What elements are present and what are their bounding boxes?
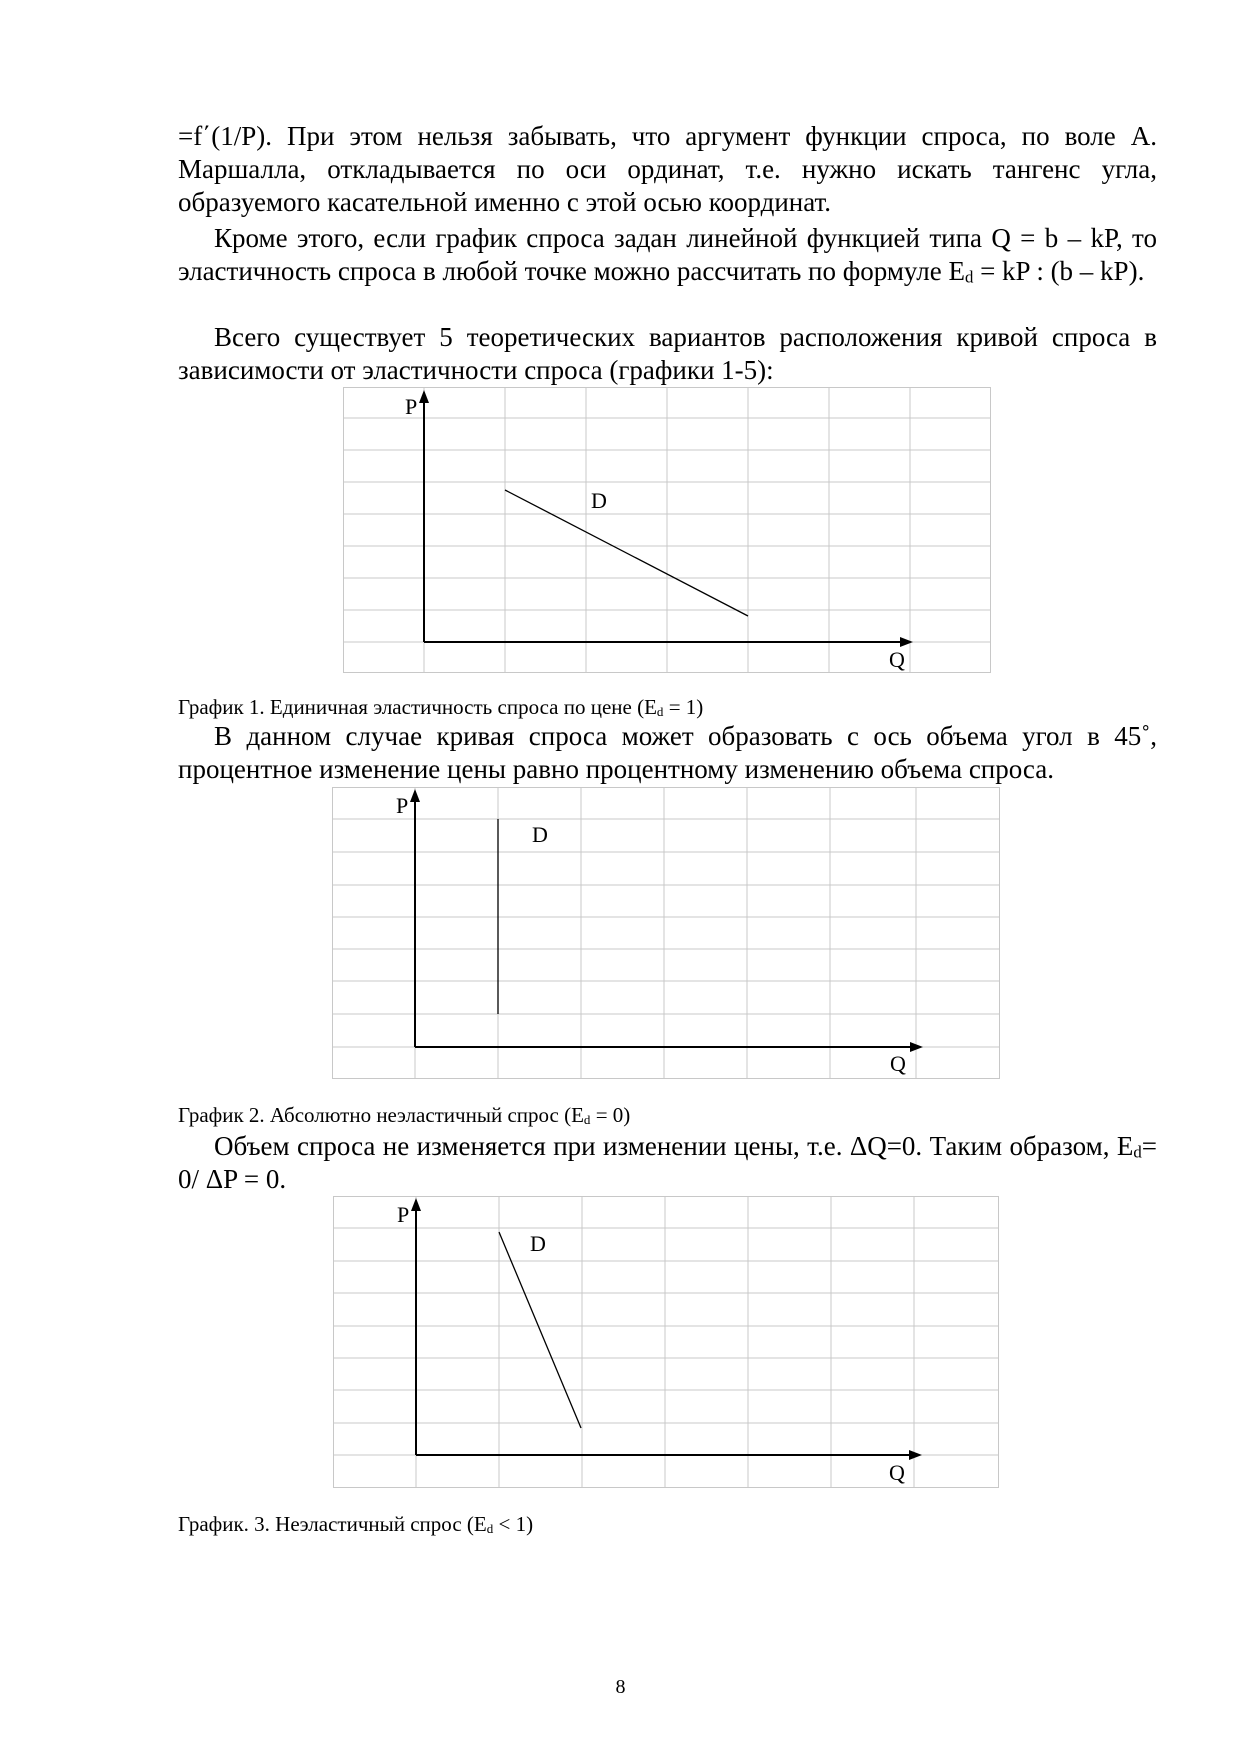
- page-number: 8: [615, 1676, 626, 1698]
- graph-2-svg: [332, 787, 1000, 1079]
- graph-1-label-q: Q: [889, 647, 905, 672]
- graph-3-caption-sub: d: [486, 1520, 494, 1536]
- paragraph-4-text: В данном случае кривая спроса может образовать с ось объема угол в 45˚, процентное изменение цены равно процентному изменению объема спроса.: [178, 721, 1157, 784]
- graph-3-label-d: D: [530, 1231, 546, 1256]
- graph-2-caption-a: График 2. Абсолютно неэластичный спрос (E: [178, 1103, 584, 1127]
- graph-1-caption-a: График 1. Единичная эластичность спроса по цене (E: [178, 695, 657, 719]
- graph-2-label-q: Q: [890, 1051, 906, 1076]
- paragraph-5-text-a: Объем спроса не изменяется при изменении цены, т.е. ΔQ=0. Таким образом, E: [214, 1131, 1134, 1161]
- graph-3-grid: [333, 1196, 999, 1488]
- paragraph-1: [178, 120, 1157, 219]
- graph-1-grid: [343, 387, 991, 673]
- graph-2-label-p: P: [396, 793, 409, 818]
- graph-1-label-d: D: [591, 488, 607, 513]
- paragraph-2-text-a: Кроме этого, если график спроса задан линейной функцией типа Q = b – kP, то эластичность спроса в любой точке можно рассчитать по формуле E: [178, 223, 1157, 286]
- graph-1-caption-sub: d: [656, 703, 664, 719]
- graph-1-demand-curve: [505, 490, 748, 616]
- graph-1-caption-b: = 1): [663, 695, 704, 719]
- graph-3-caption-a: График. 3. Неэластичный спрос (E: [178, 1512, 487, 1536]
- paragraph-2-text-b: = kP : (b – kP).: [973, 256, 1145, 286]
- graph-1-svg: [343, 387, 991, 673]
- paragraph-5: [178, 1130, 1157, 1196]
- paragraph-5-text-b: = 0/ ΔP = 0.: [178, 1131, 1157, 1194]
- graph-3-label-p: P: [397, 1202, 410, 1227]
- graph-2-caption-sub: d: [583, 1111, 591, 1127]
- graph-3-q-arrow: [909, 1450, 922, 1460]
- graph-2-p-arrow: [410, 789, 420, 802]
- graph-1-label-p: P: [405, 394, 418, 419]
- graph-2-caption: [178, 1102, 630, 1128]
- graph-3-svg: [333, 1196, 999, 1488]
- graph-3-caption-b: < 1): [493, 1512, 534, 1536]
- graph-3-label-q: Q: [889, 1460, 905, 1485]
- graph-2-grid: [332, 787, 1000, 1079]
- paragraph-3-text: Всего существует 5 теоретических вариантов расположения кривой спроса в зависимости от эластичности спроса (графики 1-5):: [178, 322, 1157, 385]
- graph-1-caption: [178, 694, 703, 720]
- graph-1-q-arrow: [900, 637, 913, 647]
- paragraph-2: [178, 222, 1157, 288]
- graph-1-p-arrow: [419, 390, 429, 403]
- graph-2-label-d: D: [532, 822, 548, 847]
- paragraph-4: [178, 720, 1157, 786]
- paragraph-2-subscript: d: [964, 267, 974, 287]
- paragraph-3: [178, 321, 1157, 387]
- graph-3-p-arrow: [411, 1198, 421, 1211]
- paragraph-1-text: =f΄(1/P). При этом нельзя забывать, что аргумент функции спроса, по воле А. Маршалла, откладывается по оси ординат, т.е. нужно искать тангенс угла, образуемого касательной именно с этой осью координат.: [178, 121, 1157, 217]
- graph-2-caption-b: = 0): [590, 1103, 631, 1127]
- graph-3-caption: [178, 1511, 533, 1537]
- paragraph-5-subscript: d: [1133, 1142, 1142, 1162]
